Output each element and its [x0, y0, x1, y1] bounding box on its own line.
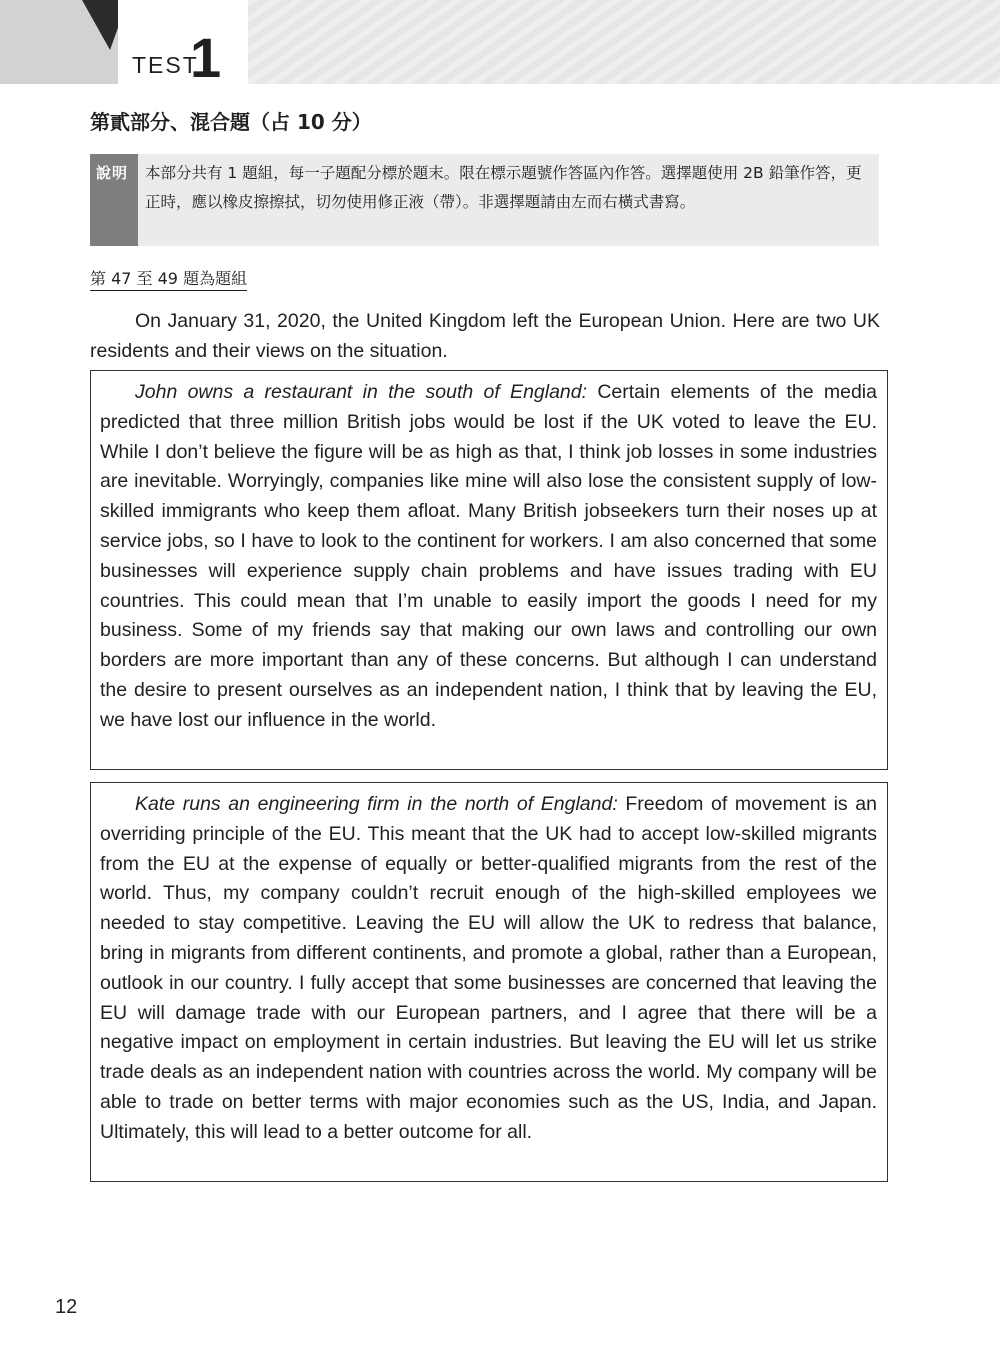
opinion-box-john	[90, 370, 888, 770]
passage-intro: On January 31, 2020, the United Kingdom left the European Union. Here are two UK residents and their views on the situation.	[90, 310, 880, 362]
test-number: 1	[190, 26, 222, 89]
opinion-text: Certain elements of the media predicted that three million British jobs would be lost if the UK voted to leave the EU. While I don’t believe the figure will be as high as that, I think job losses in some industries are inevitable. Worryingly, companies like mine will also lose the consistent supply of low-skilled immigrants who keep them afloat. Many British jobseekers turn their noses up at service jobs, so I have to look to the continent for workers. I am also concerned that some businesses will experience supply chain problems and have issues trading with EU countries. This could mean that I’m unable to easily import the goods I need for my business. Some of my friends say that making our own laws and controlling our own borders are more important than any of these concerns. But although I can understand the desire to present ourselves as an independent nation, I think that by leaving the EU, we have lost our influence in the world.	[100, 381, 877, 731]
test-label: TEST	[132, 52, 199, 78]
instruction-box	[90, 154, 879, 246]
question-group-label: 第 47 至 49 題為題組	[90, 266, 247, 291]
opinion-speaker: John owns a restaurant in the south of England:	[135, 381, 588, 403]
header-triangle-icon	[0, 0, 130, 84]
instruction-tag-label: 說明	[96, 164, 129, 182]
instruction-tag	[90, 154, 138, 246]
section-title: 第貳部分、混合題（占 10 分）	[90, 110, 372, 134]
opinion-paragraph	[100, 790, 877, 1148]
opinion-text: Freedom of movement is an overriding principle of the EU. This meant that the UK had to accept low-skilled migrants from the EU at the expense of equally or better-qualified migrants from the rest of the world. Thus, my company couldn’t recruit enough of the high-skilled employees we needed to stay competitive. Leaving the EU will allow the UK to redress that balance, bring in migrants from different continents, and promote a global, rather than a European, outlook in our country. I fully accept that some businesses are concerned that leaving the EU will damage trade with our European partners, and I agree that there will be a negative impact on employment in certain industries. But leaving the EU will let us strike trade deals as an independent nation with countries across the world. My company will be able to trade on better terms with major economies such as the US, India, and Japan. Ultimately, this will lead to a better outcome for all.	[100, 793, 877, 1143]
instruction-text: 本部分共有 1 題組，每一子題配分標於題末。限在標示題號作答區內作答。選擇題使用 2B 鉛筆作答，更正時，應以橡皮擦擦拭，切勿使用修正液（帶）。非選擇題請由左而右橫式書寫。	[145, 164, 862, 211]
opinion-speaker: Kate runs an engineering firm in the north of England:	[135, 793, 618, 815]
opinion-paragraph	[100, 378, 877, 736]
page-number: 12	[55, 1296, 78, 1318]
opinion-box-kate	[90, 782, 888, 1182]
